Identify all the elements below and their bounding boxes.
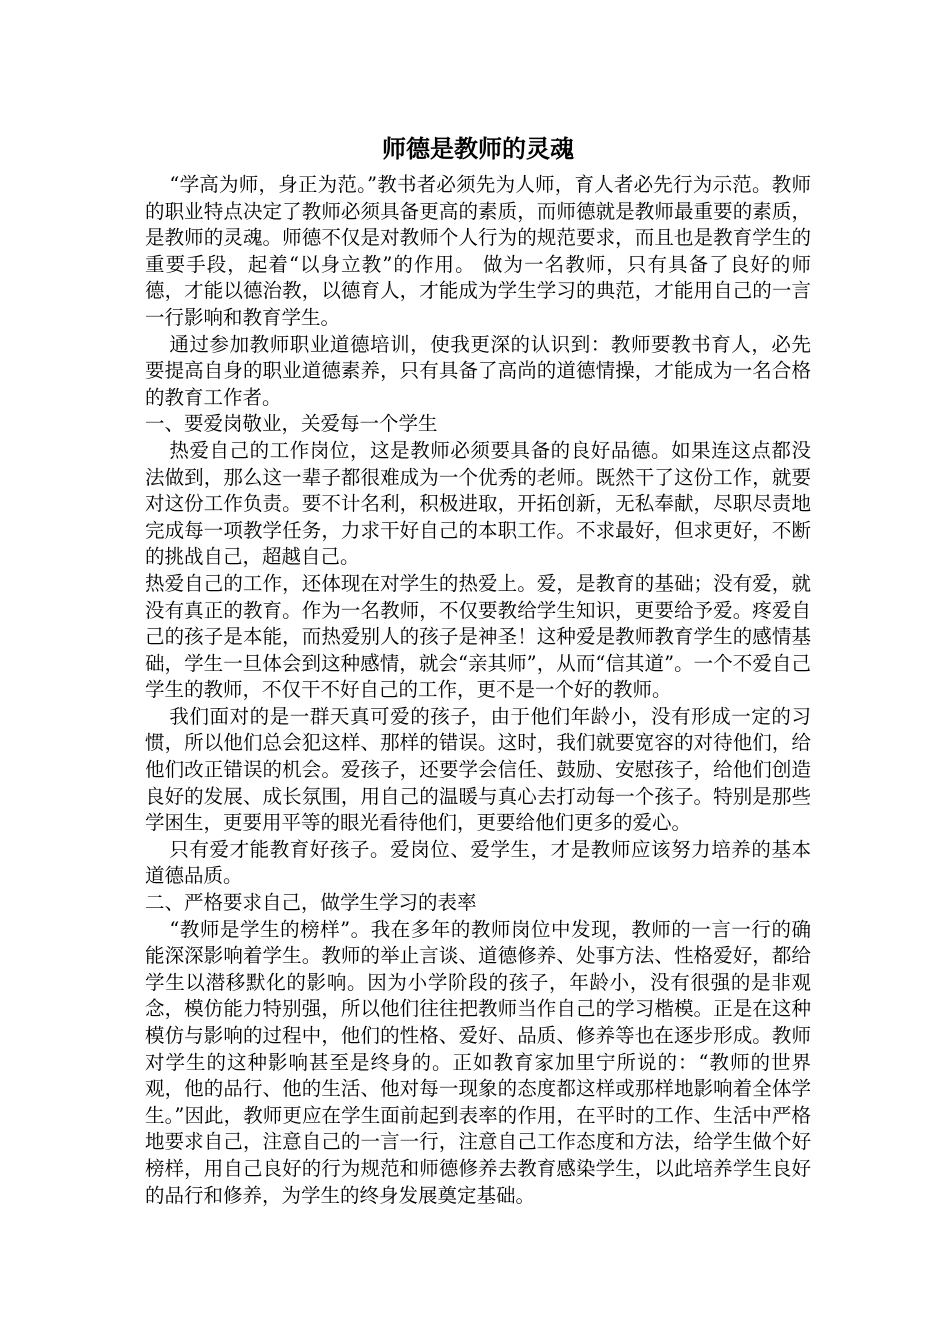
section-1-paragraph-4: 只有爱才能教育好孩子。爱岗位、爱学生，才是教师应该努力培养的基本道德品质。	[145, 837, 811, 888]
section-1-paragraph-3: 我们面对的是一群天真可爱的孩子，由于他们年龄小，没有形成一定的习惯，所以他们总会犯这样、那样的错误。这时，我们就要宽容的对待他们，给他们改正错误的机会。爱孩子，还要学会信任、鼓励、安慰孩子，给他们创造良好的发展、成长氛围，用自己的温暖与真心去打动每一个孩子。特别是那些学困生，更要用平等的眼光看待他们，更要给他们更多的爱心。	[145, 704, 811, 835]
document-title: 师德是教师的灵魂	[382, 134, 574, 163]
section-1-paragraph-2: 热爱自己的工作，还体现在对学生的热爱上。爱，是教育的基础；没有爱，就没有真正的教育。作为一名教师，不仅要教给学生知识，更要给予爱。疼爱自己的孩子是本能，而热爱别人的孩子是神圣！这种爱是教师教育学生的感情基础，学生一旦体会到这种感情，就会“亲其师”，从而“信其道”。一个不爱自己学生的教师，不仅干不好自己的工作，更不是一个好的教师。	[145, 571, 811, 702]
section-1-paragraph-1: 热爱自己的工作岗位，这是教师必须要具备的良好品德。如果连这点都没法做到，那么这一辈子都很难成为一个优秀的老师。既然干了这份工作，就要对这份工作负责。要不计名利，积极进取，开拓创新，无私奉献，尽职尽责地完成每一项教学任务，力求干好自己的本职工作。不求最好，但求更好，不断的挑战自己，超越自己。	[145, 438, 811, 569]
section-2-heading: 二、严格要求自己，做学生学习的表率	[145, 891, 477, 915]
document-page	[145, 132, 811, 1209]
intro-paragraph-2: 通过参加教师职业道德培训，使我更深的认识到：教师要教书育人，必先要提高自身的职业道德素养，只有具备了高尚的道德情操，才能成为一名合格的教育工作者。	[145, 332, 811, 409]
intro-paragraph-1: “学高为师，身正为范。”教书者必须先为人师，育人者必先行为示范。教师的职业特点决定了教师必须具备更高的素质，而师德就是教师最重要的素质，是教师的灵魂。师德不仅是对教师个人行为的规范要求，而且也是教育学生的重要手段，起着“以身立教”的作用。 做为一名教师，只有具备了良好的师德，才能以德治教，以德育人，才能成为学生学习的典范，才能用自己的一言一行影响和教育学生。	[145, 173, 811, 329]
section-2-paragraph-1: “教师是学生的榜样”。我在多年的教师岗位中发现，教师的一言一行的确能深深影响着学生。教师的举止言谈、道德修养、处事方法、性格爱好，都给学生以潜移默化的影响。因为小学阶段的孩子，年龄小，没有很强的是非观念，模仿能力特别强，所以他们往往把教师当作自己的学习楷模。正是在这种模仿与影响的过程中，他们的性格、爱好、品质、修养等也在逐步形成。教师对学生的这种影响甚至是终身的。正如教育家加里宁所说的：“教师的世界观，他的品行、他的生活、他对每一现象的态度都这样或那样地影响着全体学生。”因此，教师更应在学生面前起到表率的作用，在平时的工作、生活中严格地要求自己，注意自己的一言一行，注意自己工作态度和方法，给学生做个好榜样，用自己良好的行为规范和师德修养去教育感染学生，以此培养学生良好的品行和修养，为学生的终身发展奠定基础。	[145, 917, 811, 1207]
section-1-heading: 一、要爱岗敬业，关爱每一个学生	[145, 412, 438, 436]
